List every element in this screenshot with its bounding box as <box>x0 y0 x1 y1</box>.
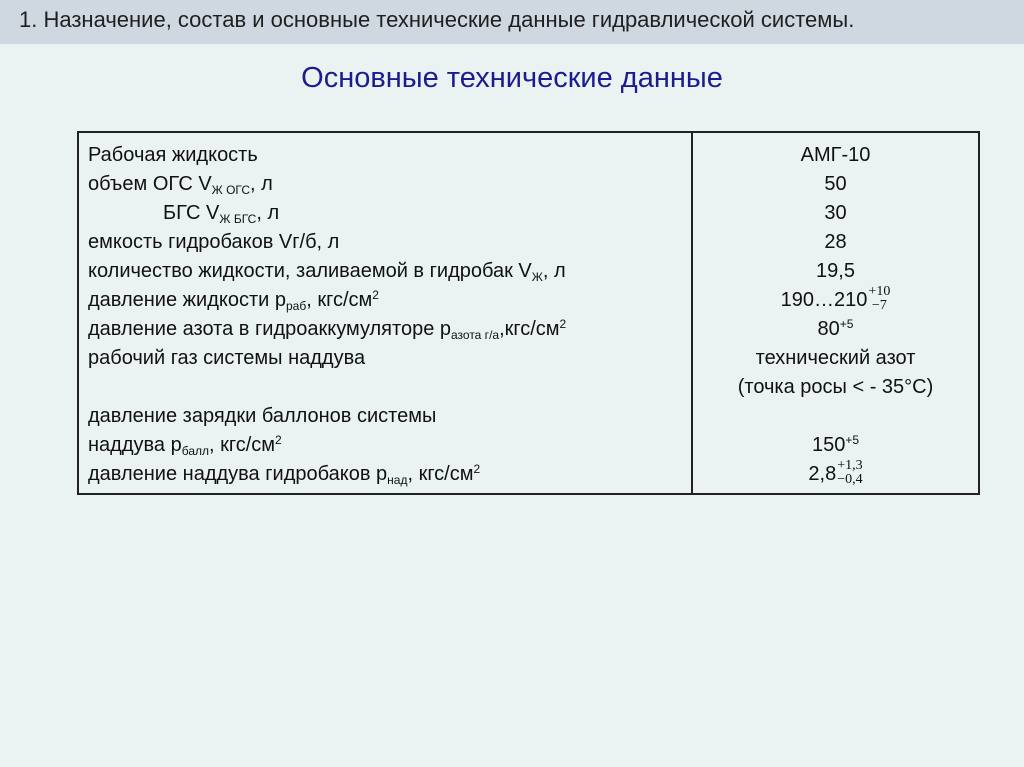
slide-subtitle: Основные технические данные <box>301 62 723 94</box>
param-fluid-quantity: количество жидкости, заливаемой в гидробак $V_Ж$, л <box>88 260 566 284</box>
param-nitrogen-pressure: давление азота в гидроаккумуляторе $р_{азота г/а},кгс/см^2$ <box>88 317 567 342</box>
param-pressurization-gas: рабочий газ системы наддува <box>88 347 366 369</box>
value-bgs-volume: 30 <box>824 202 847 224</box>
param-cylinder-charge: давление зарядки баллонов системы <box>88 405 437 427</box>
param-working-fluid: Рабочая жидкость <box>88 144 258 166</box>
value-pressurization-gas: технический азот <box>755 347 916 369</box>
param-cylinder-charge-cont: наддува $р_{балл}$, кгс/$см^2$ <box>88 433 282 458</box>
value-fluid-quantity: 19,5 <box>816 260 855 282</box>
value-dew-point: (точка росы < - 35°С) <box>737 376 934 398</box>
value-cylinder-charge: $150^{+5}$ <box>811 433 860 456</box>
value-nitrogen-pressure: $80^{+5}$ <box>817 317 854 340</box>
value-column <box>693 141 978 489</box>
header-bar <box>0 0 1024 44</box>
tolerance: +10 −7 <box>868 283 891 313</box>
param-tank-pressurization: давление наддува гидробаков $р_{над}$, кгс/$см^2$ <box>88 462 481 487</box>
value-ogs-volume: 50 <box>824 173 847 195</box>
parameter-column <box>88 141 566 489</box>
spacer-row <box>693 402 978 431</box>
param-bgs-volume: БГС $V_{Ж БГС}$, л <box>163 202 280 226</box>
param-ogs-volume: объем ОГС $V_{Ж ОГС}$, л <box>88 173 273 197</box>
value-tank-pressurization: 2,8 +1,3 −0,4 <box>808 457 863 487</box>
param-tank-capacity: емкость гидробаков Vг/б, л <box>88 231 340 253</box>
tolerance: +1,3 −0,4 <box>837 457 863 487</box>
value-tank-capacity: 28 <box>824 231 847 253</box>
specs-table <box>77 131 980 495</box>
value-fluid-pressure: 190…210 +10 −7 <box>780 283 891 313</box>
spacer-row <box>88 373 566 402</box>
value-working-fluid: АМГ-10 <box>800 144 871 166</box>
header-title: 1. Назначение, состав и основные технические данные гидравлической системы. <box>19 7 855 32</box>
param-fluid-pressure: давление жидкости $р_{раб}$, кгс/$см^2$ <box>88 288 379 313</box>
